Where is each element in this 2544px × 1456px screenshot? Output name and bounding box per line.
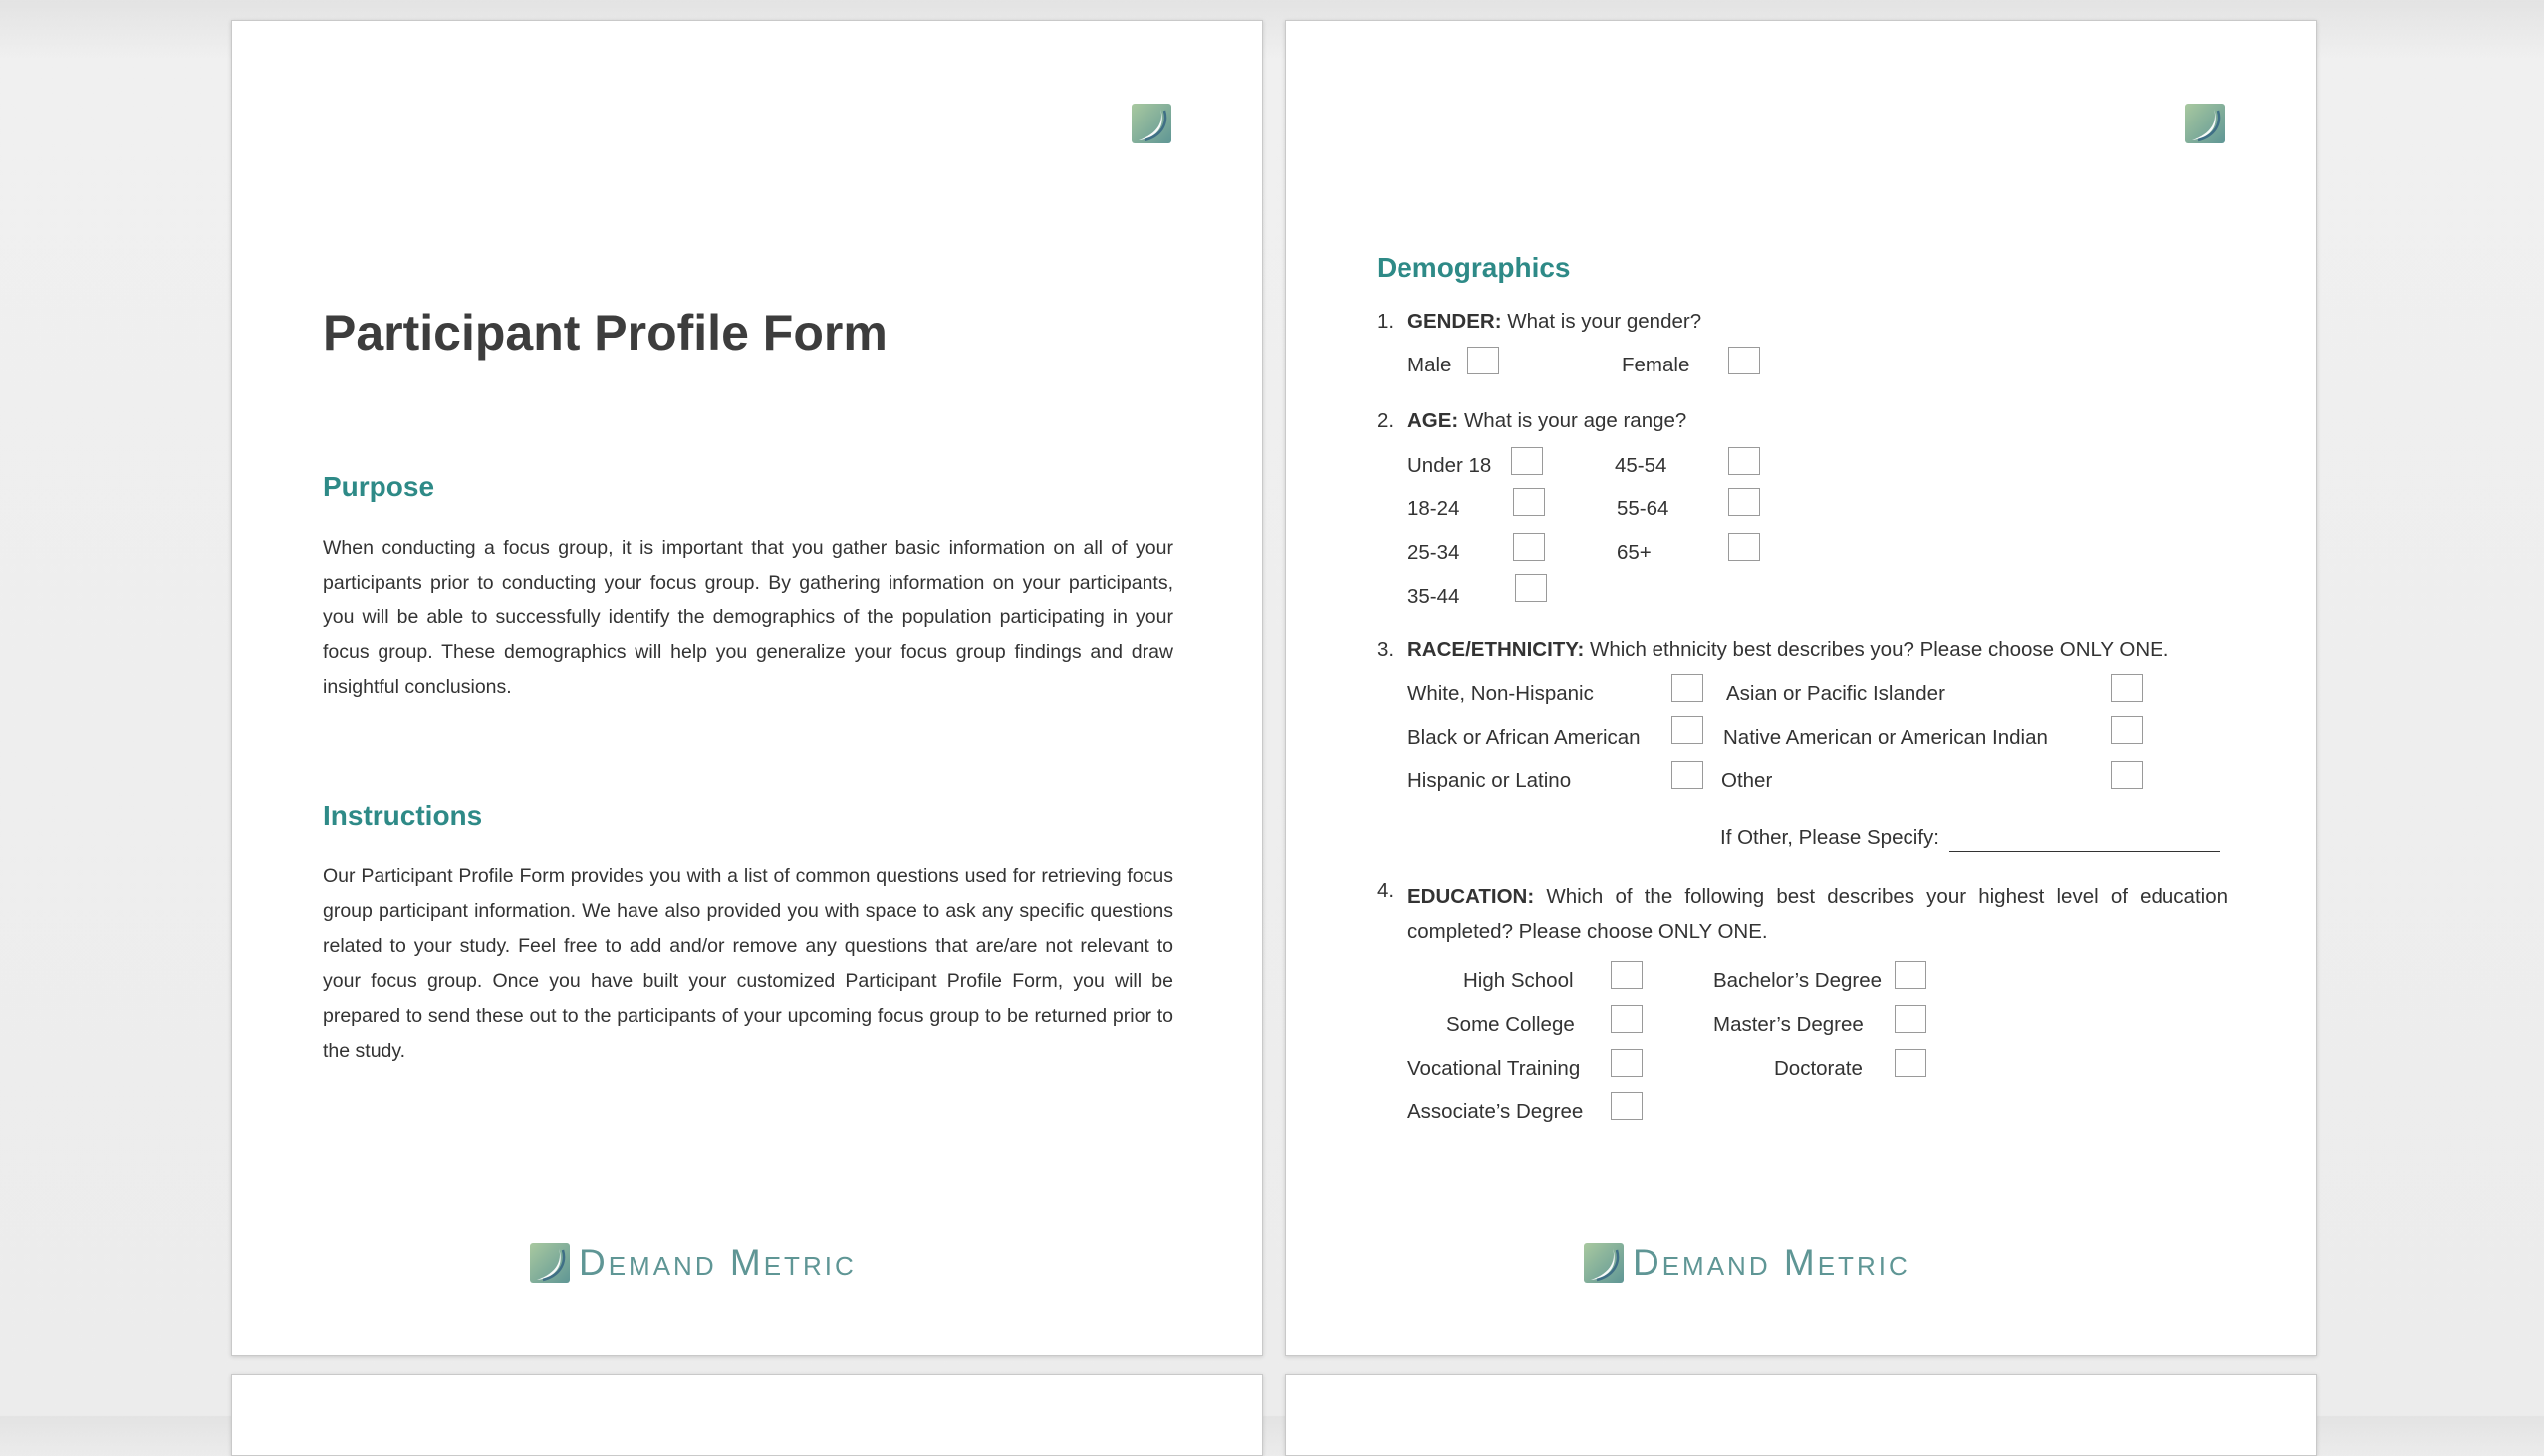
other-specify-label: If Other, Please Specify:: [1720, 826, 1939, 849]
option-label: White, Non-Hispanic: [1407, 682, 1594, 705]
race-ethnicity-question: RACE/ETHNICITY: Which ethnicity best describes you? Please choose ONLY ONE.: [1407, 638, 2169, 661]
purpose-heading: Purpose: [323, 471, 435, 502]
masters-degree-checkbox[interactable]: [1895, 1005, 1926, 1033]
option-label: Female: [1622, 354, 1690, 376]
instructions-heading: Instructions: [323, 800, 483, 831]
high-school-checkbox[interactable]: [1611, 961, 1643, 989]
under-18-checkbox[interactable]: [1511, 447, 1543, 475]
demographics-heading: Demographics: [1377, 252, 1571, 283]
some-college-checkbox[interactable]: [1611, 1005, 1643, 1033]
question-number: 1.: [1377, 310, 1395, 333]
doctorate-checkbox[interactable]: [1895, 1049, 1926, 1077]
white-non-hispanic-checkbox[interactable]: [1671, 674, 1703, 702]
purpose-paragraph: When conducting a focus group, it is important that you gather basic information on all of your participants prior to conducting your focus group. By gathering information on your participants, you will be able to successfully identify the demographics of the population participating in your focus group. These demographics will help you generalize your focus group findings and draw insightful conclusions.: [323, 537, 1173, 698]
age-45-54-checkbox[interactable]: [1728, 447, 1760, 475]
demand-metric-logo-icon: [1583, 1242, 1625, 1284]
option-label: Some College: [1446, 1013, 1575, 1036]
education-question: EDUCATION: Which of the following best describes your highest level of education completed? Please choose ONLY ONE.: [1407, 885, 2228, 943]
option-label: High School: [1463, 969, 1574, 992]
option-label: Associate’s Degree: [1407, 1100, 1584, 1123]
option-label: Black or African American: [1407, 726, 1641, 749]
option-label: 35-44: [1407, 585, 1460, 607]
demand-metric-logo-icon: [529, 1242, 571, 1284]
instructions-paragraph: Our Participant Profile Form provides you with a list of common questions used for retrieving focus group participant information. We have also provided you with space to ask any specific questions related to your study. Feel free to add and/or remove any questions that are/are not relevant to your focus group. Once you have built your customized Participant Profile Form, you will be prepared to send these out to the participants of your upcoming focus group to be returned prior to the study.: [323, 865, 1173, 1062]
other-checkbox[interactable]: [2111, 761, 2143, 789]
option-label: 65+: [1617, 541, 1652, 564]
asian-pacific-islander-checkbox[interactable]: [2111, 674, 2143, 702]
demand-metric-logo-icon: [1131, 103, 1172, 144]
document-page-2: [1285, 20, 2317, 1356]
option-label: Native American or American Indian: [1723, 726, 2048, 749]
option-label: Vocational Training: [1407, 1057, 1581, 1080]
question-number: 4.: [1377, 879, 1395, 902]
vocational-training-checkbox[interactable]: [1611, 1049, 1643, 1077]
age-65-plus-checkbox[interactable]: [1728, 533, 1760, 561]
option-label: Asian or Pacific Islander: [1726, 682, 1945, 705]
age-question: AGE: What is your age range?: [1407, 409, 1687, 432]
option-label: Master’s Degree: [1713, 1013, 1864, 1036]
option-label: Other: [1721, 769, 1773, 792]
hispanic-latino-checkbox[interactable]: [1671, 761, 1703, 789]
option-label: 45-54: [1615, 454, 1667, 477]
option-label: 25-34: [1407, 541, 1460, 564]
brand-footer: [529, 1242, 857, 1284]
age-25-34-checkbox[interactable]: [1513, 533, 1545, 561]
option-label: Under 18: [1407, 454, 1492, 477]
question-number: 2.: [1377, 409, 1395, 432]
document-page-1: [231, 20, 1263, 1356]
demand-metric-logo-icon: [2184, 103, 2226, 144]
option-label: Doctorate: [1774, 1057, 1863, 1080]
brand-footer: [1583, 1242, 1910, 1284]
gender-question: GENDER: What is your gender?: [1407, 310, 1702, 333]
question-number: 3.: [1377, 638, 1395, 661]
associates-degree-checkbox[interactable]: [1611, 1092, 1643, 1120]
option-label: Male: [1407, 354, 1452, 376]
option-label: Bachelor’s Degree: [1713, 969, 1883, 992]
document-page-4: [1285, 1374, 2317, 1456]
option-label: 55-64: [1617, 497, 1669, 520]
black-african-american-checkbox[interactable]: [1671, 716, 1703, 744]
female-checkbox[interactable]: [1728, 347, 1760, 374]
brand-name: Demand Metric: [1633, 1242, 1910, 1283]
option-label: 18-24: [1407, 497, 1460, 520]
age-18-24-checkbox[interactable]: [1513, 488, 1545, 516]
page-title: Participant Profile Form: [323, 305, 888, 361]
native-american-checkbox[interactable]: [2111, 716, 2143, 744]
document-page-3: [231, 1374, 1263, 1456]
bachelors-degree-checkbox[interactable]: [1895, 961, 1926, 989]
other-specify-field[interactable]: [1949, 834, 2220, 852]
age-35-44-checkbox[interactable]: [1515, 574, 1547, 602]
male-checkbox[interactable]: [1467, 347, 1499, 374]
brand-name: Demand Metric: [579, 1242, 857, 1283]
option-label: Hispanic or Latino: [1407, 769, 1572, 792]
age-55-64-checkbox[interactable]: [1728, 488, 1760, 516]
